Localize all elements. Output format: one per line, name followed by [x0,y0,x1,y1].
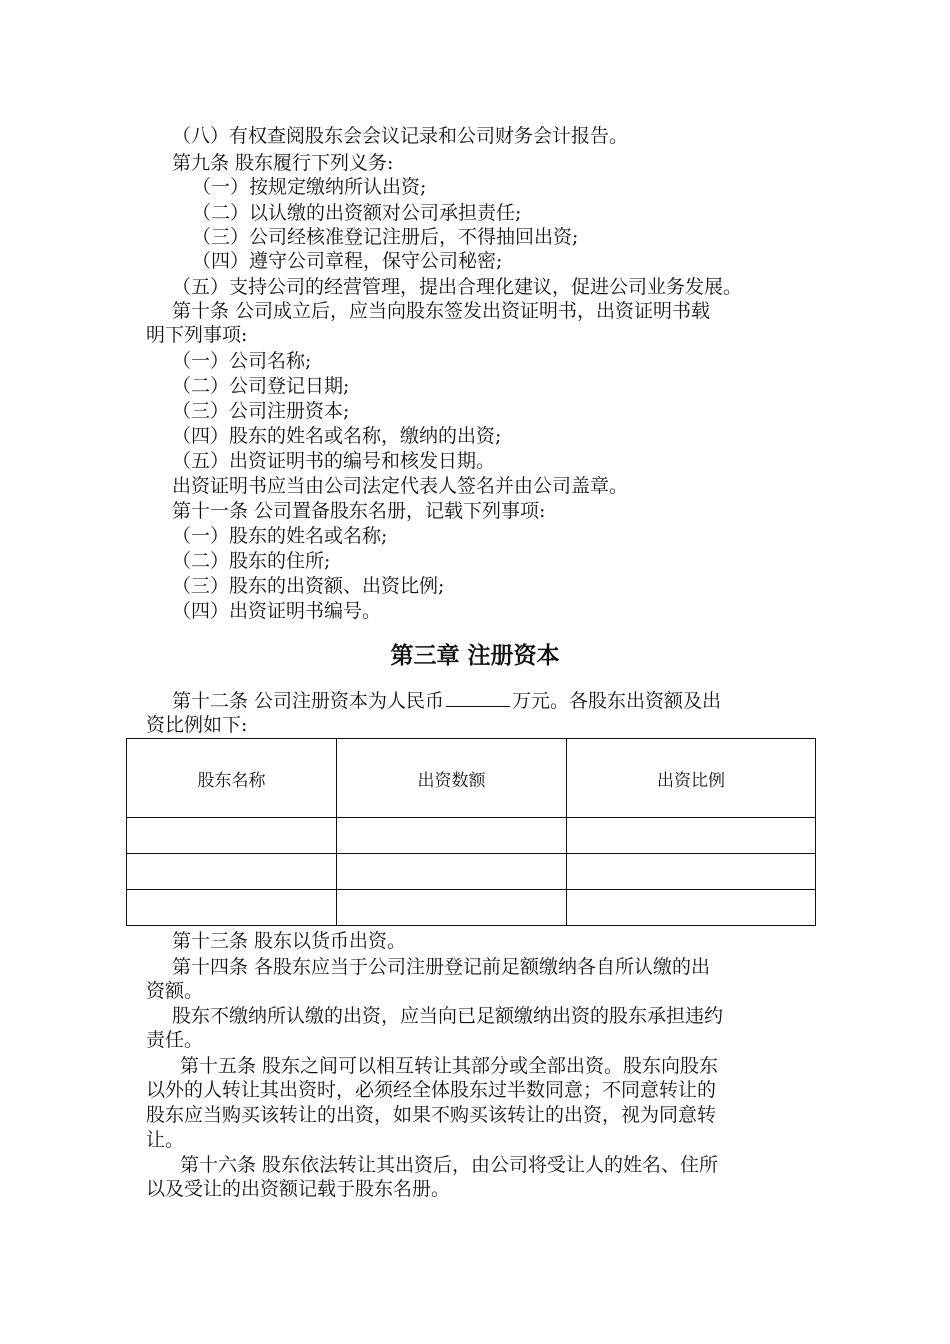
table-cell [567,890,816,926]
clause-10-5: （五）出资证明书的编号和核发日期。 [172,450,496,472]
article-16-line1: 第十六条 股东依法转让其出资后，由公司将受让人的姓名、住所 [180,1154,719,1176]
article-12-line2: 资比例如下: [146,714,248,736]
header-shareholder-name: 股东名称 [127,739,337,818]
header-contribution-amount: 出资数额 [337,739,567,818]
article-9-title: 第九条 股东履行下列义务: [172,152,394,174]
clause-11-2: （二）股东的住所; [172,550,331,572]
clause-11-1: （一）股东的姓名或名称; [172,525,388,547]
clause-10-3: （三）公司注册资本; [172,400,350,422]
table-header-row [127,739,816,818]
table-row [127,854,816,890]
table-cell [127,818,337,854]
table-cell [337,818,567,854]
clause-10-1: （一）公司名称; [172,350,312,372]
article-10-line1: 第十条 公司成立后，应当向股东签发出资证明书，出资证明书载 [172,300,711,322]
article-15-line4: 让。 [146,1129,185,1151]
table-cell [567,818,816,854]
article-12-line1 [172,688,721,713]
article-14-note-line1: 股东不缴纳所认缴的出资，应当向已足额缴纳出资的股东承担违约 [172,1005,724,1027]
clause-9-1: （一）按规定缴纳所认出资; [192,176,427,198]
article-11-title: 第十一条 公司置备股东名册，记载下列事项: [172,500,546,522]
article-14-note-line2: 责任。 [146,1029,204,1051]
header-contribution-ratio: 出资比例 [567,739,816,818]
article-14-line1: 第十四条 各股东应当于公司注册登记前足额缴纳各自所认缴的出 [172,956,711,978]
article-15-line3: 股东应当购买该转让的出资，如果不购买该转让的出资，视为同意转 [146,1104,717,1126]
table-cell [127,890,337,926]
article-12-suffix: 万元。各股东出资额及出 [512,690,722,712]
clause-8-8: （八）有权查阅股东会会议记录和公司财务会计报告。 [172,125,629,147]
clause-10-4: （四）股东的姓名或名称，缴纳的出资; [172,425,502,447]
article-15-line2: 以外的人转让其出资时，必须经全体股东过半数同意；不同意转让的 [146,1079,717,1101]
article-10-note: 出资证明书应当由公司法定代表人签名并由公司盖章。 [172,475,629,497]
article-15-line1: 第十五条 股东之间可以相互转让其部分或全部出资。股东向股东 [180,1055,719,1077]
table-cell [127,854,337,890]
table-cell [567,854,816,890]
clause-10-2: （二）公司登记日期; [172,375,350,397]
clause-9-4: （四）遵守公司章程，保守公司秘密; [192,250,503,272]
article-14-line2: 资额。 [146,980,204,1002]
clause-9-2: （二）以认缴的出资额对公司承担责任; [192,202,522,224]
article-12-prefix: 第十二条 公司注册资本为人民币 [172,690,445,712]
article-13: 第十三条 股东以货币出资。 [172,930,407,952]
article-16-line2: 以及受让的出资额记载于股东名册。 [146,1178,451,1200]
chapter-title: 第三章 注册资本 [390,643,560,669]
clause-11-4: （四）出资证明书编号。 [172,600,382,622]
clause-9-3: （三）公司经核准登记注册后，不得抽回出资; [192,226,579,248]
table-row [127,890,816,926]
table-cell [337,854,567,890]
capital-amount-blank [446,688,510,707]
table-row [127,818,816,854]
table-cell [337,890,567,926]
clause-11-3: （三）股东的出资额、出资比例; [172,575,445,597]
clause-9-5: （五）支持公司的经营管理，提出合理化建议，促进公司业务发展。 [172,276,743,298]
article-10-line2: 明下列事项: [146,324,248,346]
shareholder-capital-table [126,738,816,926]
